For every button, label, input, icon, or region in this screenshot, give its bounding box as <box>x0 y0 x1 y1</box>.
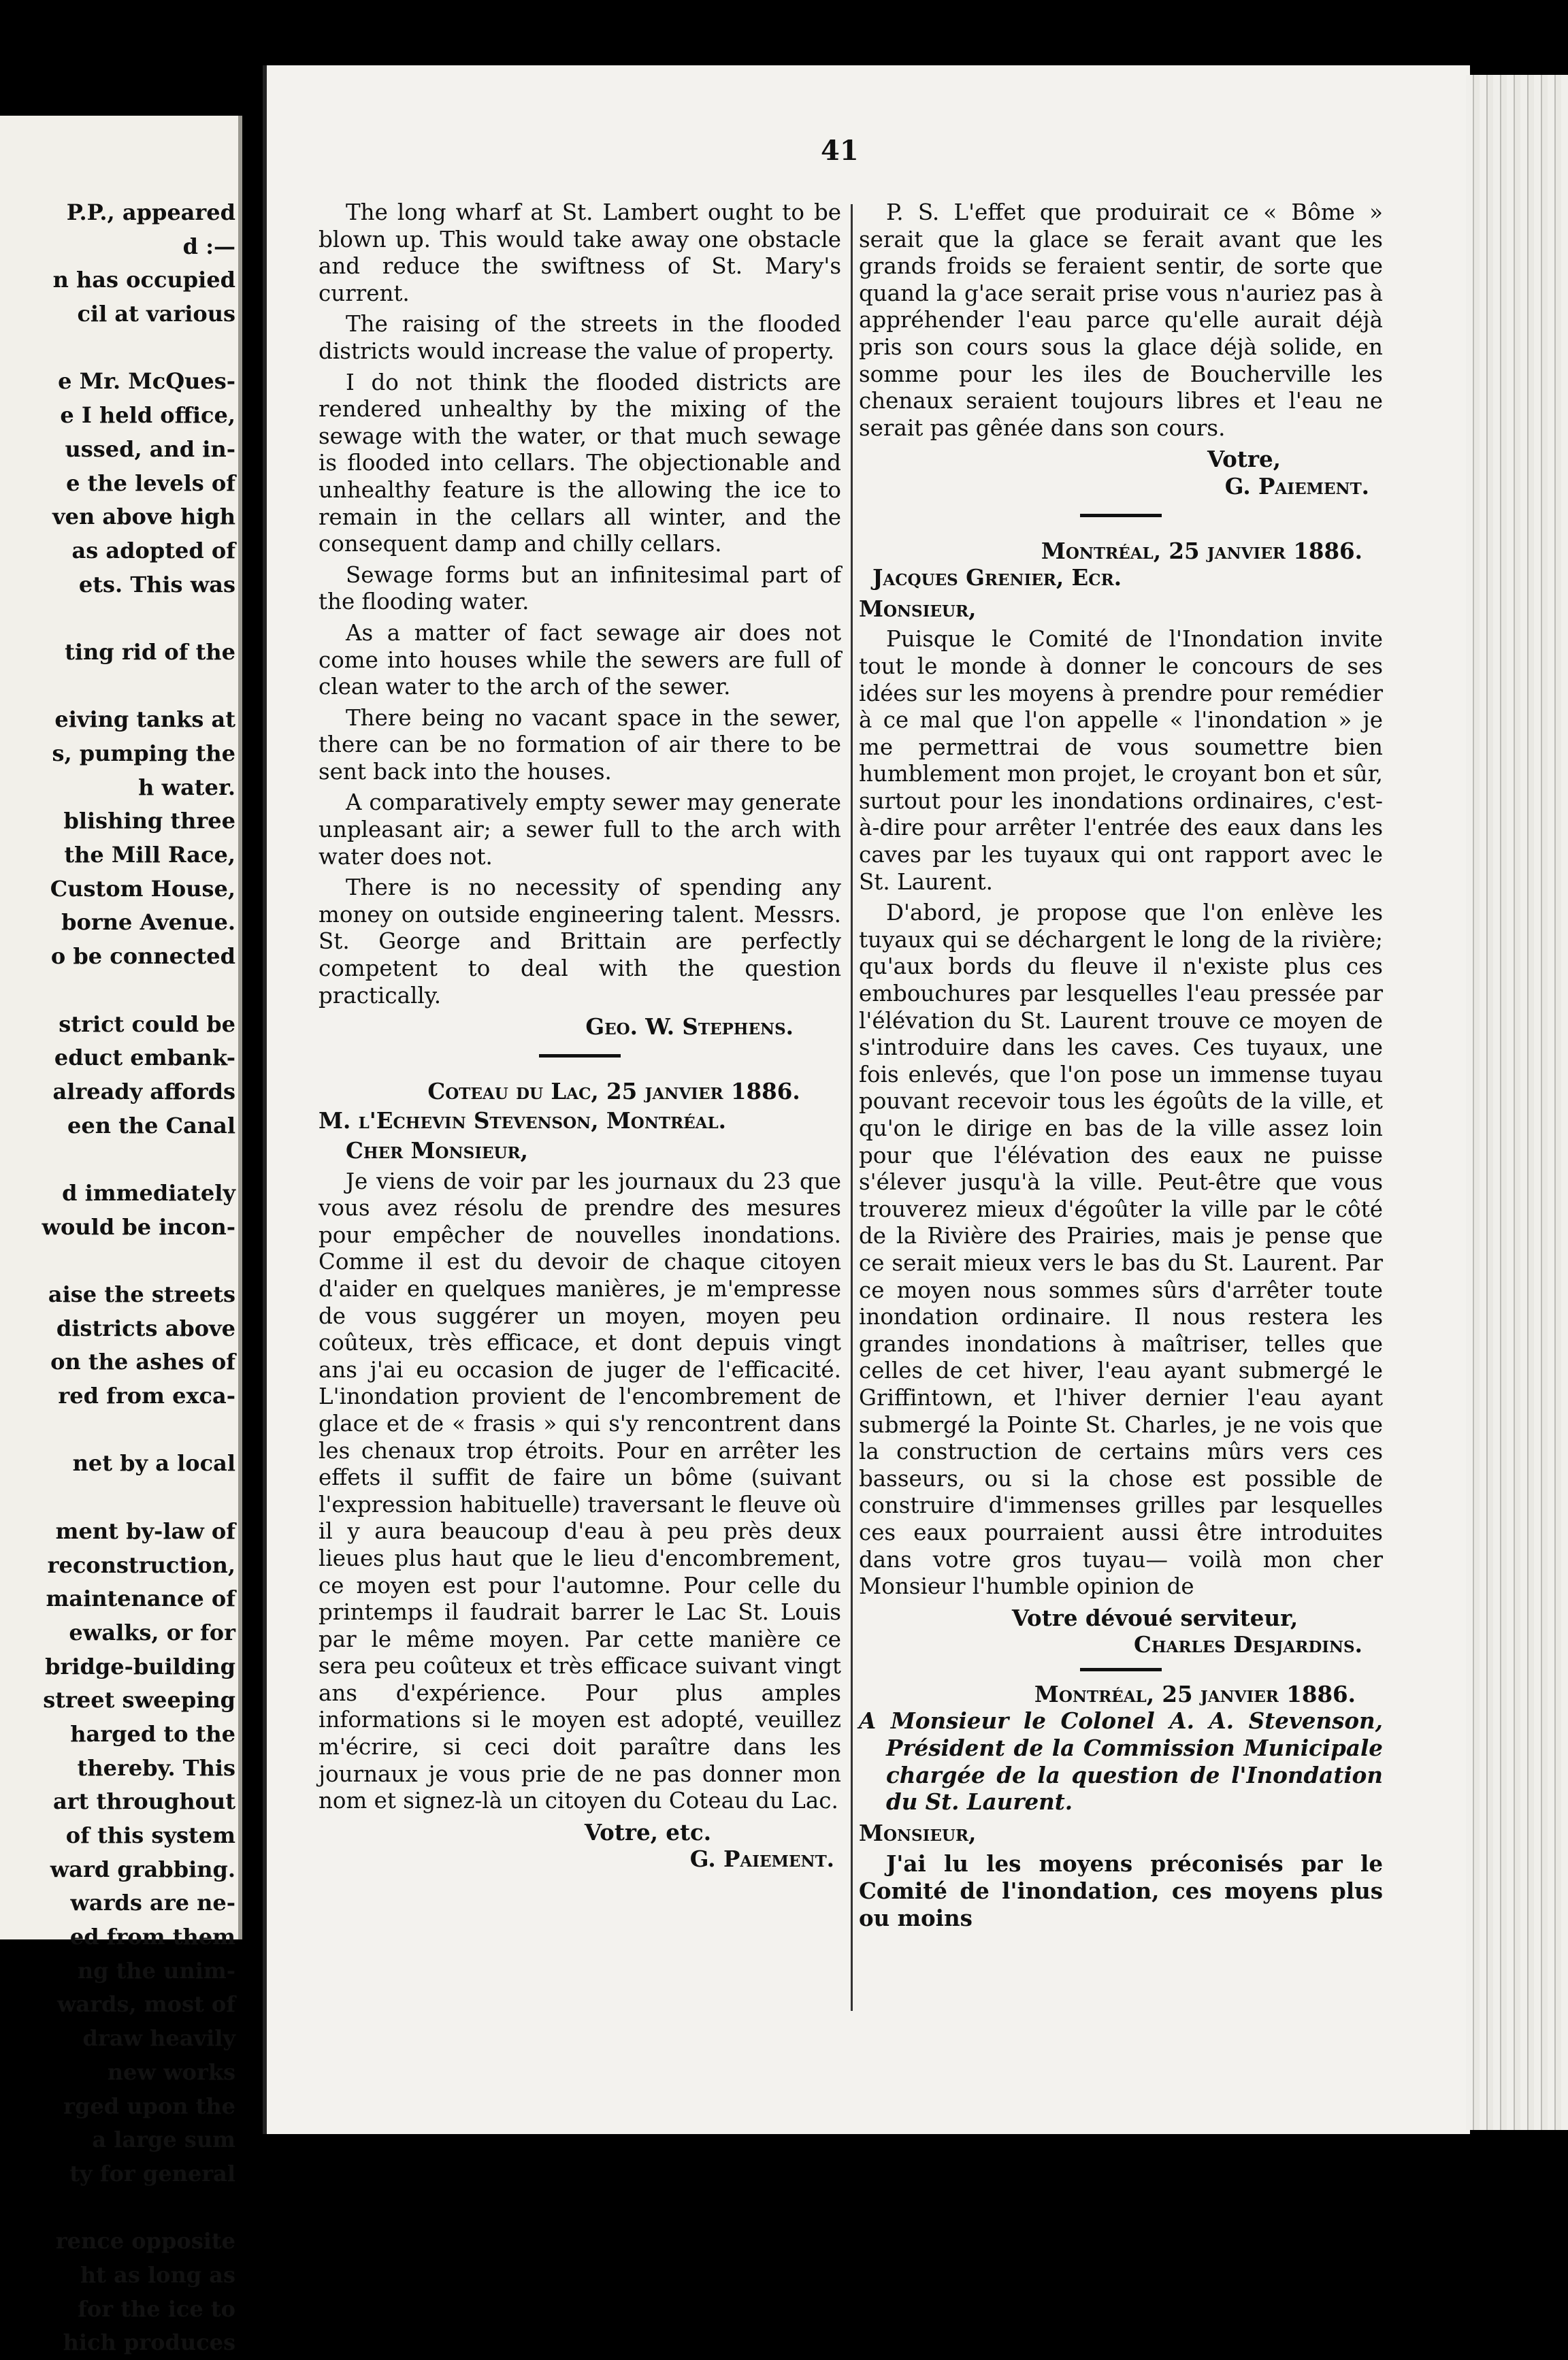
dateline: Coteau du Lac, 25 janvier 1886. <box>427 1077 800 1104</box>
salutation: Cher Monsieur, <box>346 1137 528 1164</box>
facing-page-line <box>0 602 238 636</box>
facing-page-line: blishing three <box>63 808 235 834</box>
facing-page-line <box>0 1413 238 1447</box>
facing-page-line: ty for general <box>69 2160 235 2186</box>
facing-page-line: ussed, and in- <box>65 436 235 462</box>
facing-page-line: on the ashes of <box>50 1349 235 1375</box>
addressee: M. l'Echevin Stevenson, Montréal. <box>318 1107 726 1134</box>
facing-page-line: as adopted of <box>71 537 235 563</box>
facing-page-line <box>0 1143 238 1177</box>
section-divider <box>1080 514 1162 517</box>
paragraph: I do not think the flooded districts are rendered unhealthy by the mixing of the sewage with the water, or that much sewage is flooded into cellars. The objectionable and unhealthy feature is the allowing the ice to remain in the cellars all winter, and the consequent damp and chilly cellars. <box>318 369 841 557</box>
section-divider <box>539 1054 621 1058</box>
facing-page-line: ets. This was <box>78 571 235 597</box>
facing-page-fragment <box>0 116 242 2356</box>
left-column <box>318 199 841 1873</box>
facing-page-line: harged to the <box>70 1720 235 1747</box>
salutation: Monsieur, <box>859 1819 977 1846</box>
letter-paragraph: Je viens de voir par les journaux du 23 que vous avez résolu de prendre des mesures pour empêcher de nouvelles inondations. Comme il est du devoir de chaque citoyen d'aider en quelques manières, je m'empresse de vous suggérer un moyen, moyen peu coûteux, très efficace, et dont depuis vingt ans j'ai eu occasion de juger de l'efficacité. L'inondation provient de l'encombrement de glace et de « frasis » qui s'y rencontrent dans les chenaux trop étroits. Pour en arrêter les effets il suffit de faire un bôme (suivant l'expression habituelle) traversant le fleuve où il y aura beaucoup d'eau à peu près deux lieues plus haut que le lieu d'encombrement, ce moyen est pour l'automne. Pour celle du printemps il faudrait barrer le Lac St. Louis par le même moyen. Par cette manière ce sera peu coûteux et très efficace suivant vingt ans d'expérience. Pour plus amples informations si le moyen est adopté, veuillez m'écrire, si ceci doit paraître dans les journaux je vous prie de ne pas donner mon nom et signez-là un citoyen du Coteau du Lac. <box>318 1168 841 1814</box>
facing-page-line <box>0 1481 238 1515</box>
facing-page-line: already affords <box>52 1078 235 1104</box>
closing: Votre dévoué serviteur, <box>1011 1604 1298 1631</box>
facing-page-line <box>0 331 238 365</box>
facing-page-line: rence opposite <box>55 2228 235 2255</box>
facing-page-line: net by a local <box>72 1450 235 1477</box>
signature: Charles Desjardins. <box>1133 1631 1362 1658</box>
postscript: P. S. L'effet que produirait ce « Bôme » serait que la glace se ferait avant que les grands froids se feraient sentir, de sorte que quand la g'ace serait prise vous n'auriez pas à appréhender l'eau parce qu'elle aurait déjà pris son cours sous la glace déjà solide, en somme pour les iles de Boucherville les chenaux seraient toujours libres et l'eau ne serait pas gênée dans son cours. <box>859 199 1383 441</box>
signature: G. Paiement. <box>689 1846 834 1873</box>
facing-page-line: maintenance of <box>46 1586 235 1612</box>
facing-page-line: red from exca- <box>58 1383 235 1409</box>
paragraph: The long wharf at St. Lambert ought to be blown up. This would take away one obstacle and reduce the swiftness of St. Mary's current. <box>318 199 841 306</box>
paragraph: There is no necessity of spending any money on outside engineering talent. Messrs. St. George and Brittain are perfectly competent to deal with the question practically. <box>318 874 841 1009</box>
facing-page-line: ng the unim- <box>77 1957 235 1984</box>
closing: Votre, etc. <box>584 1818 712 1846</box>
facing-page-line: e Mr. McQues- <box>58 368 235 395</box>
facing-page-line: een the Canal <box>67 1112 235 1138</box>
paragraph: A comparatively empty sewer may generate unpleasant air; a sewer full to the arch with water does not. <box>318 789 841 870</box>
facing-page-line: n has occupied <box>52 267 235 293</box>
dateline: Montréal, 25 janvier 1886. <box>1041 537 1362 564</box>
facing-page-line: a large sum <box>92 2127 235 2153</box>
facing-page-line: rged upon the <box>63 2093 235 2119</box>
facing-page-line: ting rid of the <box>65 638 235 665</box>
facing-page-line: the Mill Race, <box>64 842 235 868</box>
facing-page-text <box>0 196 238 2360</box>
facing-page-line: would be incon- <box>42 1213 235 1240</box>
facing-page-line: borne Avenue. <box>61 909 235 936</box>
dateline: Montréal, 25 janvier 1886. <box>1034 1680 1356 1707</box>
page-number: 41 <box>821 135 859 167</box>
paragraph: There being no vacant space in the sewer, there can be no formation of air there to be sent back into the houses. <box>318 704 841 785</box>
facing-page-line: educt embank- <box>54 1045 235 1071</box>
facing-page-line: ewalks, or for <box>69 1619 235 1645</box>
facing-page-line <box>0 974 238 1008</box>
facing-page-line: wards, most of <box>56 1991 235 2018</box>
facing-page-line: ment by-law of <box>55 1518 235 1544</box>
facing-page-line: P.P., appeared <box>66 199 235 225</box>
facing-page-line: districts above <box>56 1315 235 1341</box>
facing-page-line: o be connected <box>50 943 235 970</box>
facing-page-line: strict could be <box>59 1011 235 1037</box>
section-divider <box>1080 1668 1162 1671</box>
facing-page-line: thereby. This <box>77 1754 235 1781</box>
facing-page-line: ven above high <box>52 504 235 530</box>
facing-page-line: for the ice to <box>78 2295 235 2322</box>
facing-page-line <box>0 2191 238 2225</box>
facing-page-line: art throughout <box>52 1788 235 1815</box>
closing: Votre, <box>1207 446 1281 473</box>
addressee: Jacques Grenier, Ecr. <box>872 564 1122 591</box>
letter-paragraph: Puisque le Comité de l'Inondation invite tout le monde à donner le concours de ses idées sur les moyens à prendre pour remédier à ce mal que l'on appelle « l'inondation » je me permettrai de vous soumettre bien humblement mon projet, le croyant bon et sûr, surtout pour les inondations ordinaires, c'est-à-dire pour arrêter l'entrée des eaux dans les caves par les tuyaux qui ont rapport avec le St. Laurent. <box>859 626 1383 895</box>
facing-page-line: aise the streets <box>48 1281 235 1307</box>
facing-page-line: d immediately <box>62 1179 235 1206</box>
addressee: A Monsieur le Colonel A. A. Stevenson, Président de la Commission Municipale chargée de la question de l'Inondation du St. Laurent. <box>859 1707 1383 1816</box>
signature: Geo. W. Stephens. <box>585 1013 794 1040</box>
facing-page-line <box>0 1244 238 1278</box>
facing-page-line: of this system <box>65 1822 235 1848</box>
page-edges <box>1466 75 1568 2130</box>
facing-page-line: bridge-building <box>45 1653 235 1679</box>
letter-paragraph: J'ai lu les moyens préconisés par le Comité de l'inondation, ces moyens plus ou moins <box>859 1850 1383 1931</box>
right-column <box>859 199 1383 1935</box>
facing-page-line: draw heavily <box>82 2025 235 2052</box>
facing-page-line: e I held office, <box>60 402 235 429</box>
facing-page-line: ward grabbing. <box>50 1856 235 1882</box>
facing-page-line: s, pumping the <box>52 740 235 766</box>
facing-page-line: street sweeping <box>43 1687 235 1714</box>
facing-page-line: Custom House, <box>50 875 235 902</box>
paragraph: Sewage forms but an infinitesimal part of the flooding water. <box>318 561 841 615</box>
facing-page-line: h water. <box>138 774 235 800</box>
facing-page-line: new works <box>107 2059 235 2085</box>
facing-page-line: wards are ne- <box>70 1890 235 1916</box>
paragraph: The raising of the streets in the flooded districts would increase the value of property. <box>318 311 841 364</box>
letter-paragraph: D'abord, je propose que l'on enlève les tuyaux qui se déchargent le long de la rivière; qu'aux bords du fleuve il n'existe plus ces embouchures par lesquelles l'eau pressée par l'élévation du St. Laurent trouve ce moyen de s'introduire dans les caves. Ces tuyaux, une fois enlevés, que l'on pose un immense tuyau pouvant recevoir tous les égoûts de la ville, et qu'on le dirige en bas de la ville assez loin pour que l'élévation des eaux ne puisse s'élever jusqu'à la ville. Peut-être que vous trouverez mieux d'égoûter la ville par le côté de la Rivière des Prairies, mais je pense que ce serait mieux vers le bas du St. Laurent. Par ce moyen nous sommes sûrs d'arrêter toute inondation ordinaire. Il nous restera les grandes inondations à maîtriser, telles que celles de cet hiver, l'eau ayant submergé le Griffintown, et l'hiver dernier l'eau ayant submergé la Pointe St. Charles, je ne vois que la construction de certains mûrs vers ces basseurs, ou si la chose est possible de construire d'immenses grilles par lesquelles ces eaux pourraient aussi être introduites dans votre gros tuyau— voilà mon cher Monsieur l'humble opinion de <box>859 900 1383 1600</box>
facing-page-line: reconstruction, <box>47 1552 235 1578</box>
facing-page-line: ed from them <box>69 1924 235 1950</box>
salutation: Monsieur, <box>859 595 977 622</box>
facing-page-line: cil at various <box>77 301 235 327</box>
facing-page-line: eiving tanks at <box>54 706 235 733</box>
facing-page-line <box>0 670 238 704</box>
facing-page-line: hich produces <box>63 2329 235 2356</box>
facing-page-line: d :— <box>182 233 235 259</box>
signature: G. Paiement. <box>1224 472 1369 499</box>
column-rule <box>851 204 853 2011</box>
facing-page-line: e the levels of <box>66 470 235 496</box>
facing-page-line: ht as long as <box>80 2261 235 2288</box>
paragraph: As a matter of fact sewage air does not come into houses while the sewers are full of clean water to the arch of the sewer. <box>318 619 841 700</box>
